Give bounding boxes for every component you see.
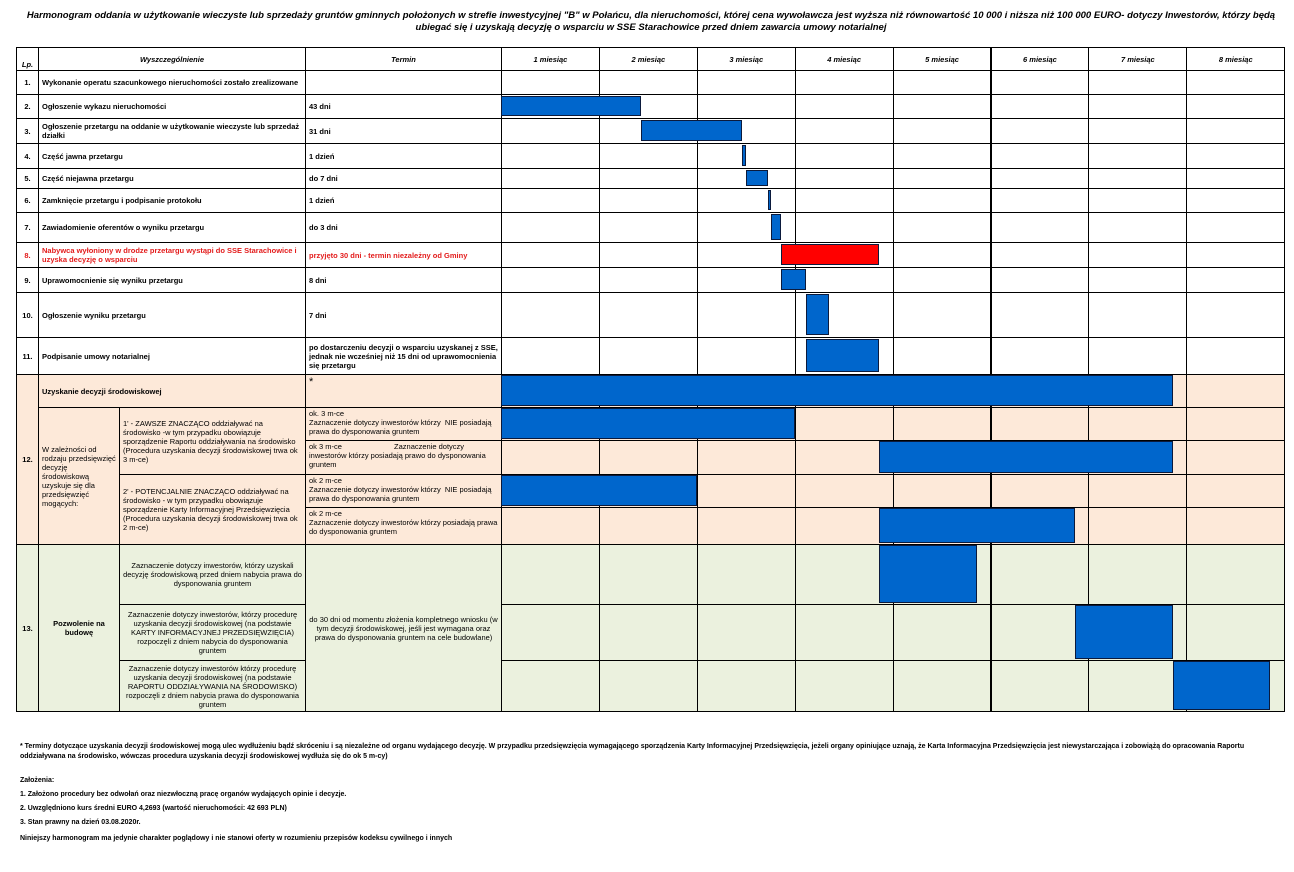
month-cell: [697, 660, 796, 712]
month-cell: [1186, 168, 1285, 189]
month-cell: [599, 168, 698, 189]
month-cell: [697, 507, 796, 545]
month-header: 2 miesiąc: [599, 47, 698, 71]
month-cell: [991, 292, 1090, 338]
row-item: Zamknięcie przetargu i podpisanie protokołu: [38, 188, 306, 213]
month-cell: [991, 94, 1090, 119]
month-cell: [599, 143, 698, 169]
month-cell: [501, 292, 600, 338]
row-number: 10.: [16, 292, 39, 338]
month-cell: [991, 474, 1090, 508]
row-number: 6.: [16, 188, 39, 213]
month-cell: [893, 70, 992, 95]
row-item: Zawiadomienie oferentów o wyniku przetargu: [38, 212, 306, 243]
month-cell: [795, 474, 894, 508]
month-cell: [1088, 118, 1187, 144]
month-cell: [501, 118, 600, 144]
month-cell: [697, 70, 796, 95]
gantt-bar: [1173, 661, 1271, 710]
row-term: 43 dni: [305, 94, 502, 119]
row-number: 12.: [16, 374, 39, 545]
item-header: Wyszczególnienie: [38, 47, 306, 71]
env-term-3: ok 2 m-ce Zaznaczenie dotyczy inwestorów którzy NIE posiadają prawa do dysponowania gruntem: [305, 474, 502, 508]
gantt-bar: [501, 375, 1173, 406]
month-cell: [1186, 407, 1285, 441]
row-number: 7.: [16, 212, 39, 243]
building-permit-case-1: Zaznaczenie dotyczy inwestorów, którzy uzyskali decyzję środowiskową przed dniem nabycia prawa do dysponowania gruntem: [119, 544, 306, 605]
gantt-bar: [501, 96, 641, 116]
month-cell: [501, 267, 600, 293]
gantt-bar: [1075, 605, 1173, 659]
month-header: 8 miesiąc: [1186, 47, 1285, 71]
env-category-1: 1' - ZAWSZE ZNACZĄCO oddziaływać na środowisko -w tym przypadku obowiązuje sporządzenie Raportu oddziaływania na środowisko (Procedura uzyskania decyzji środowiskowej trwa ok 3 m-ce): [119, 407, 306, 475]
month-cell: [1186, 507, 1285, 545]
gantt-bar: [781, 269, 806, 290]
month-cell: [991, 337, 1090, 375]
month-cell: [1088, 267, 1187, 293]
assumption-2: 2. Uwzględniono kurs średni EURO 4,2693 (wartość nieruchomości: 42 693 PLN): [20, 805, 287, 812]
month-header: 7 miesiąc: [1088, 47, 1187, 71]
month-cell: [795, 70, 894, 95]
month-cell: [697, 440, 796, 475]
month-cell: [501, 544, 600, 605]
gantt-bar: [501, 408, 795, 439]
month-cell: [795, 267, 894, 293]
month-header: 1 miesiąc: [501, 47, 600, 71]
env-term-2: ok 3 m-ce Zaznaczenie dotyczy inwestorów którzy posiadają prawo do dysponowania gruntem: [305, 440, 502, 475]
gantt-bar: [806, 294, 829, 335]
gantt-bar: [806, 339, 878, 372]
month-cell: [599, 507, 698, 545]
month-cell: [599, 604, 698, 661]
month-cell: [991, 212, 1090, 243]
month-cell: [1088, 212, 1187, 243]
month-header: 4 miesiąc: [795, 47, 894, 71]
month-cell: [697, 94, 796, 119]
month-cell: [501, 168, 600, 189]
month-cell: [1088, 94, 1187, 119]
month-cell: [501, 337, 600, 375]
month-cell: [501, 242, 600, 268]
month-cell: [1186, 212, 1285, 243]
month-cell: [599, 660, 698, 712]
month-cell: [1088, 242, 1187, 268]
row-item: Uprawomocnienie się wyniku przetargu: [38, 267, 306, 293]
month-cell: [991, 188, 1090, 213]
row-number: 3.: [16, 118, 39, 144]
month-cell: [795, 94, 894, 119]
row-number: 5.: [16, 168, 39, 189]
row-term: po dostarczeniu decyzji o wsparciu uzyskanej z SSE, jednak nie wcześniej niż 15 dni od uprawomocnienia się przetargu: [305, 337, 502, 375]
month-cell: [599, 267, 698, 293]
building-permit-term: do 30 dni od momentu złożenia kompletnego wniosku (w tym decyzji środowiskowej, jeśli jest wymagana oraz prawa do dysponowania gruntem na cele budowlane): [305, 544, 502, 712]
month-cell: [893, 604, 992, 661]
row-number: 1.: [16, 70, 39, 95]
env-decision-term: *: [305, 374, 502, 408]
schedule-table: [16, 47, 1284, 711]
month-cell: [599, 337, 698, 375]
gantt-bar: [641, 120, 742, 141]
lp-header: Lp.: [16, 47, 39, 71]
month-cell: [1186, 374, 1285, 408]
month-cell: [893, 660, 992, 712]
month-cell: [599, 544, 698, 605]
month-cell: [893, 212, 992, 243]
gantt-bar: [768, 190, 771, 210]
row-number: 11.: [16, 337, 39, 375]
month-cell: [893, 337, 992, 375]
month-cell: [697, 474, 796, 508]
month-cell: [1088, 407, 1187, 441]
month-cell: [1186, 94, 1285, 119]
month-cell: [1088, 168, 1187, 189]
month-cell: [1186, 544, 1285, 605]
month-cell: [1088, 337, 1187, 375]
month-cell: [991, 118, 1090, 144]
row-item: Nabywca wyłoniony w drodze przetargu wystąpi do SSE Starachowice i uzyska decyzję o wsparciu: [38, 242, 306, 268]
row-number: 8.: [16, 242, 39, 268]
term-header: Termin: [305, 47, 502, 71]
row-term: do 7 dni: [305, 168, 502, 189]
row-term: 1 dzień: [305, 143, 502, 169]
month-cell: [991, 70, 1090, 95]
gantt-bar: [501, 475, 697, 506]
month-cell: [1088, 70, 1187, 95]
month-cell: [1186, 440, 1285, 475]
gantt-bar: [879, 508, 1075, 543]
assumptions-heading: Założenia:: [20, 777, 55, 784]
month-cell: [893, 143, 992, 169]
month-cell: [599, 70, 698, 95]
month-cell: [697, 544, 796, 605]
gantt-bar: [746, 170, 769, 186]
month-cell: [501, 188, 600, 213]
month-cell: [893, 188, 992, 213]
row-number: 13.: [16, 544, 39, 712]
month-cell: [1088, 507, 1187, 545]
month-cell: [697, 143, 796, 169]
month-cell: [501, 507, 600, 545]
env-term-4: ok 2 m-ce Zaznaczenie dotyczy inwestorów którzy posiadają prawa do dysponowania gruntem: [305, 507, 502, 545]
row-item: Ogłoszenie przetargu na oddanie w użytkowanie wieczyste lub sprzedaż działki: [38, 118, 306, 144]
month-cell: [697, 188, 796, 213]
month-cell: [893, 267, 992, 293]
row-term: 31 dni: [305, 118, 502, 144]
month-cell: [795, 168, 894, 189]
month-cell: [991, 143, 1090, 169]
row-number: 2.: [16, 94, 39, 119]
page-title: Harmonogram oddania w użytkowanie wieczyste lub sprzedaży gruntów gminnych położonych w strefie inwestycyjnej "B" w Połańcu, dla nieruchomości, której cena wywoławcza jest wyższa niż równowartość 10 000 i niższa niż 100 000 EURO- dotyczy Inwestorów, którzy będą ubiegać się i uzyskają decyzję o wsparciu w SSE Starachowice przed dniem zawarcia umowy notarialnej: [26, 10, 1276, 33]
month-cell: [893, 292, 992, 338]
month-cell: [795, 407, 894, 441]
assumption-3: 3. Stan prawny na dzień 03.08.2020r.: [20, 819, 141, 826]
gantt-bar: [742, 145, 746, 166]
gantt-bar: [771, 214, 781, 240]
row-term: 1 dzień: [305, 188, 502, 213]
month-cell: [991, 242, 1090, 268]
month-cell: [1186, 292, 1285, 338]
row-item: Podpisanie umowy notarialnej: [38, 337, 306, 375]
month-cell: [795, 212, 894, 243]
gantt-bar: [781, 244, 879, 265]
env-category-2: 2' - POTENCJALNIE ZNACZĄCO oddziaływać na środowisko - w tym przypadku obowiązuje sporządzenie Karty Informacyjnej Przedsięwzięcia (Procedura uzyskania decyzji środowiskowej trwa ok 2 m-ce): [119, 474, 306, 545]
month-cell: [795, 143, 894, 169]
building-permit-case-3: Zaznaczenie dotyczy inwestorów którzy procedurę uzyskania decyzji środowiskowej (na podstawie RAPORTU ODDZIAŁYWANIA NA ŚRODOWISKO) rozpoczęli z dniem nabycia prawa do dysponowania gruntem: [119, 660, 306, 712]
month-cell: [893, 242, 992, 268]
month-cell: [795, 660, 894, 712]
row-item: Wykonanie operatu szacunkowego nieruchomości zostało zrealizowane: [38, 70, 306, 95]
month-cell: [795, 188, 894, 213]
month-cell: [991, 267, 1090, 293]
month-cell: [697, 604, 796, 661]
env-term-1: ok. 3 m-ce Zaznaczenie dotyczy inwestorów którzy NIE posiadają prawa do dysponowania gruntem: [305, 407, 502, 441]
row-item: Część niejawna przetargu: [38, 168, 306, 189]
month-cell: [1186, 118, 1285, 144]
month-cell: [1186, 474, 1285, 508]
row-term: 8 dni: [305, 267, 502, 293]
month-cell: [1186, 242, 1285, 268]
notes-section: [20, 742, 1282, 844]
building-permit-case-2: Zaznaczenie dotyczy inwestorów, którzy procedurę uzyskania decyzji środowiskowej (na podstawie KARTY INFORMACYJNEJ PRZEDSIĘWZIĘCIA) rozpoczęli z dniem nabycia do dysponowania gruntem: [119, 604, 306, 661]
month-cell: [501, 604, 600, 661]
month-cell: [1186, 188, 1285, 213]
month-cell: [1186, 143, 1285, 169]
env-group-label: W zależności od rodzaju przedsięwzięć decyzję środowiskową uzyskuje się dla przedsięwzięć mogących:: [38, 407, 120, 545]
month-cell: [1186, 337, 1285, 375]
env-decision-header: Uzyskanie decyzji środowiskowej: [38, 374, 306, 408]
month-cell: [991, 407, 1090, 441]
gantt-bar: [879, 545, 977, 603]
month-cell: [1088, 292, 1187, 338]
footnote: * Terminy dotyczące uzyskania decyzji środowiskowej mogą ulec wydłużeniu bądź skróceniu i są niezależne od organu wydającego decyzję. W przypadku przedsięwzięcia wymagającego sporządzenia Karty Informacyjnej Przedsięwzięcia, jeżeli organy opiniujące uznają, że Karta Informacyjna Przedsięwzięcia jest niewystarczająca i zobowiążą do opracowania Raportu oddziaływana na środowisko, wówczas procedura uzyskania decyzji środowiskowej wydłuża się do ok 5 m-cy): [20, 743, 1245, 760]
row-item: Ogłoszenie wyniku przetargu: [38, 292, 306, 338]
month-cell: [501, 440, 600, 475]
row-number: 4.: [16, 143, 39, 169]
assumption-1: 1. Założono procedury bez odwołań oraz niezwłoczną pracę organów wydających opinie i decyzje.: [20, 791, 347, 798]
row-number: 9.: [16, 267, 39, 293]
row-term: 7 dni: [305, 292, 502, 338]
month-cell: [599, 188, 698, 213]
month-cell: [697, 337, 796, 375]
row-term: przyjęto 30 dni - termin niezależny od Gminy: [305, 242, 502, 268]
month-cell: [1186, 70, 1285, 95]
row-item: Ogłoszenie wykazu nieruchomości: [38, 94, 306, 119]
disclaimer: Niniejszy harmonogram ma jedynie charakter poglądowy i nie stanowi oferty w rozumieniu przepisów kodeksu cywilnego i innych: [20, 835, 453, 842]
month-cell: [1088, 544, 1187, 605]
month-cell: [697, 292, 796, 338]
month-cell: [599, 242, 698, 268]
row-item: Część jawna przetargu: [38, 143, 306, 169]
month-cell: [599, 212, 698, 243]
month-header: 3 miesiąc: [697, 47, 796, 71]
month-cell: [599, 292, 698, 338]
month-header: 5 miesiąc: [893, 47, 992, 71]
month-cell: [501, 70, 600, 95]
month-cell: [1088, 474, 1187, 508]
month-cell: [599, 440, 698, 475]
month-cell: [991, 168, 1090, 189]
month-cell: [893, 168, 992, 189]
month-cell: [1186, 604, 1285, 661]
month-cell: [991, 660, 1090, 712]
month-cell: [991, 544, 1090, 605]
row-term: [305, 70, 502, 95]
month-cell: [893, 407, 992, 441]
row-term: do 3 dni: [305, 212, 502, 243]
month-cell: [893, 474, 992, 508]
gantt-bar: [879, 441, 1173, 473]
month-cell: [893, 118, 992, 144]
month-cell: [501, 212, 600, 243]
month-cell: [1186, 267, 1285, 293]
month-cell: [1088, 188, 1187, 213]
month-header: 6 miesiąc: [991, 47, 1090, 71]
month-cell: [795, 118, 894, 144]
month-cell: [1088, 143, 1187, 169]
month-cell: [501, 660, 600, 712]
month-cell: [795, 604, 894, 661]
month-cell: [893, 94, 992, 119]
month-cell: [501, 143, 600, 169]
building-permit-label: Pozwolenie na budowę: [38, 544, 120, 712]
